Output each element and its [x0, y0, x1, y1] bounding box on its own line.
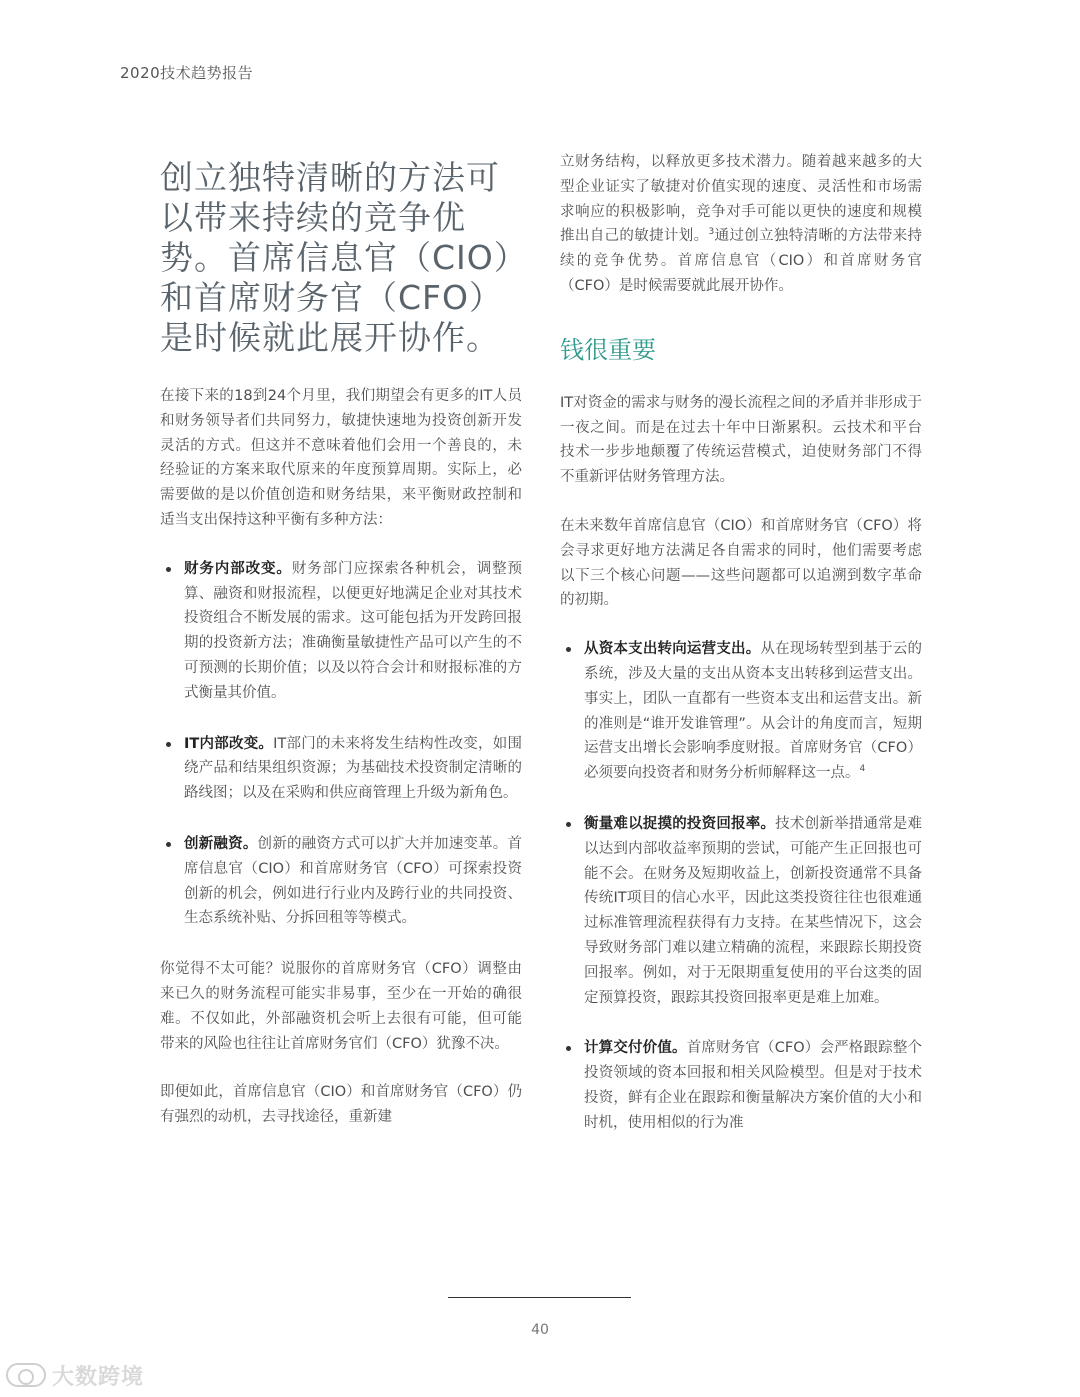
bullet-icon [166, 567, 171, 572]
watermark-logo-icon [6, 1363, 46, 1387]
bullet-title: 创新融资。 [184, 835, 258, 852]
bullet-icon [166, 742, 171, 747]
bullet-title: IT内部改变。 [184, 735, 274, 752]
bullet-finance-change [160, 557, 522, 706]
bullet-title: 财务内部改变。 [184, 560, 292, 577]
bullet-text: 财务部门应探索各种机会，调整预算、融资和财报流程，以便更好地满足企业对其技术投资组合不断发展的需求。这可能包括为开发跨回报期的投资新方法；准确衡量敏捷性产品可以产生的不可预测的长期价值；以及以符合会计和财报标准的方式衡量其价值。 [184, 560, 523, 701]
bullet-innovative-financing [160, 832, 522, 931]
bullet-title: 衡量难以捉摸的投资回报率。 [584, 815, 776, 832]
left-column [160, 150, 522, 1154]
bullet-text: 技术创新举措通常是难以达到内部收益率预期的尝试，可能产生正回报也可能不会。在财务及短期收益上，创新投资通常不具备传统IT项目的信心水平，因此这类投资往往也很难通过标准管理流程获得有力支持。在某些情况下，这会导致财务部门难以建立精确的流程，来跟踪长期投资回报率。例如，对于无限期重复使用的平台这类的固定预算投资，跟踪其投资回报率更是难上加难。 [584, 815, 923, 1006]
bullet-measure-roi [560, 812, 922, 1010]
section-heading: 钱很重要 [560, 335, 656, 364]
page-number: 40 [531, 1322, 549, 1338]
right-bullet-list [560, 637, 922, 1135]
bullet-text: 从在现场转型到基于云的系统，涉及大量的支出从资本支出转移到运营支出。事实上，团队一直都有一些资本支出和运营支出。新的准则是“谁开发谁管理”。从会计的角度而言，短期运营支出增长会影响季度财报。首席财务官（CFO）必须要向投资者和财务分析师解释这一点。 [584, 641, 923, 782]
continued-paragraph [560, 150, 922, 299]
continued-text-b: 通过创立独特清晰的方法带来持续的竞争优势。首席信息官（CIO）和首席财务官（CFO）是时候需要就此展开协作。 [560, 228, 923, 294]
bullet-icon [566, 822, 571, 827]
intro-paragraph: 在接下来的18到24个月里，我们期望会有更多的IT人员和财务领导者们共同努力，敏捷快速地为投资创新开发灵活的方式。但这并不意味着他们会用一个善良的，未经验证的方案来取代原来的年度预算周期。实际上，必需要做的是以价值创造和财务结果，来平衡财政控制和适当支出保持这种平衡有多种方法： [160, 388, 522, 528]
bullet-icon [566, 1046, 571, 1051]
running-header: 2020技术趋势报告 [120, 64, 254, 82]
footnote-ref: 4 [859, 764, 866, 775]
paragraph-core-questions: 在未来数年首席信息官（CIO）和首席财务官（CFO）将会寻求更好地方法满足各自需求的同时，他们需要考虑以下三个核心问题——这些问题都可以追溯到数字革命的初期。 [560, 517, 922, 609]
watermark [6, 1360, 144, 1390]
bullet-title: 从资本支出转向运营支出。 [584, 641, 761, 658]
bullet-deliver-value [560, 1036, 922, 1135]
left-bullet-list [160, 557, 522, 931]
bullet-text: IT部门的未来将发生结构性改变，如围绕产品和结果组织资源；为基础技术投资制定清晰的路线图；以及在采购和供应商管理上升级为新角色。 [184, 735, 522, 802]
bullet-text: 首席财务官（CFO）会严格跟踪整个投资领域的资本回报和相关风险模型。但是对于技术投资，鲜有企业在跟踪和衡量解决方案价值的大小和时机，使用相似的行为准 [584, 1040, 922, 1131]
bullet-it-change [160, 732, 522, 806]
bullet-title: 计算交付价值。 [584, 1040, 687, 1057]
watermark-text: 大数跨境 [52, 1364, 145, 1390]
continued-text-a: 立财务结构，以释放更多技术潜力。随着越来越多的大型企业证实了敏捷对价值实现的速度、灵活性和市场需求响应的积极影响，竞争对手可能以更快的速度和规模推出自己的敏捷计划。 [560, 154, 922, 245]
headline: 创立独特清晰的方法可以带来持续的竞争优势。首席信息官（CIO）和首席财务官（CFO）是时候就此展开协作。 [160, 158, 512, 357]
paragraph-it-funding: IT对资金的需求与财务的漫长流程之间的矛盾并非形成于一夜之间。而是在过去十年中日渐累积。云技术和平台技术一步步地颠覆了传统运营模式，迫使财务部门不得不重新评估财务管理方法。 [560, 394, 922, 486]
footer-rule [448, 1297, 631, 1298]
bullet-capex-to-opex [560, 637, 922, 786]
right-column [560, 150, 922, 1162]
paragraph-unlikely: 你觉得不太可能？说服你的首席财务官（CFO）调整由来已久的财务流程可能实非易事，至少在一开始的确很难。不仅如此，外部融资机会听上去很有可能，但可能带来的风险也往往让首席财务官们（CFO）犹豫不决。 [160, 961, 522, 1052]
paragraph-even-so: 即便如此，首席信息官（CIO）和首席财务官（CFO）仍有强烈的动机，去寻找途径，重新建 [160, 1084, 522, 1126]
bullet-icon [566, 647, 571, 652]
footnote-ref: 3 [708, 227, 715, 238]
bullet-icon [166, 842, 171, 847]
bullet-text: 创新的融资方式可以扩大并加速变革。首席信息官（CIO）和首席财务官（CFO）可探索投资创新的机会，例如进行行业内及跨行业的共同投资、生态系统补贴、分拆回租等等模式。 [184, 835, 523, 927]
